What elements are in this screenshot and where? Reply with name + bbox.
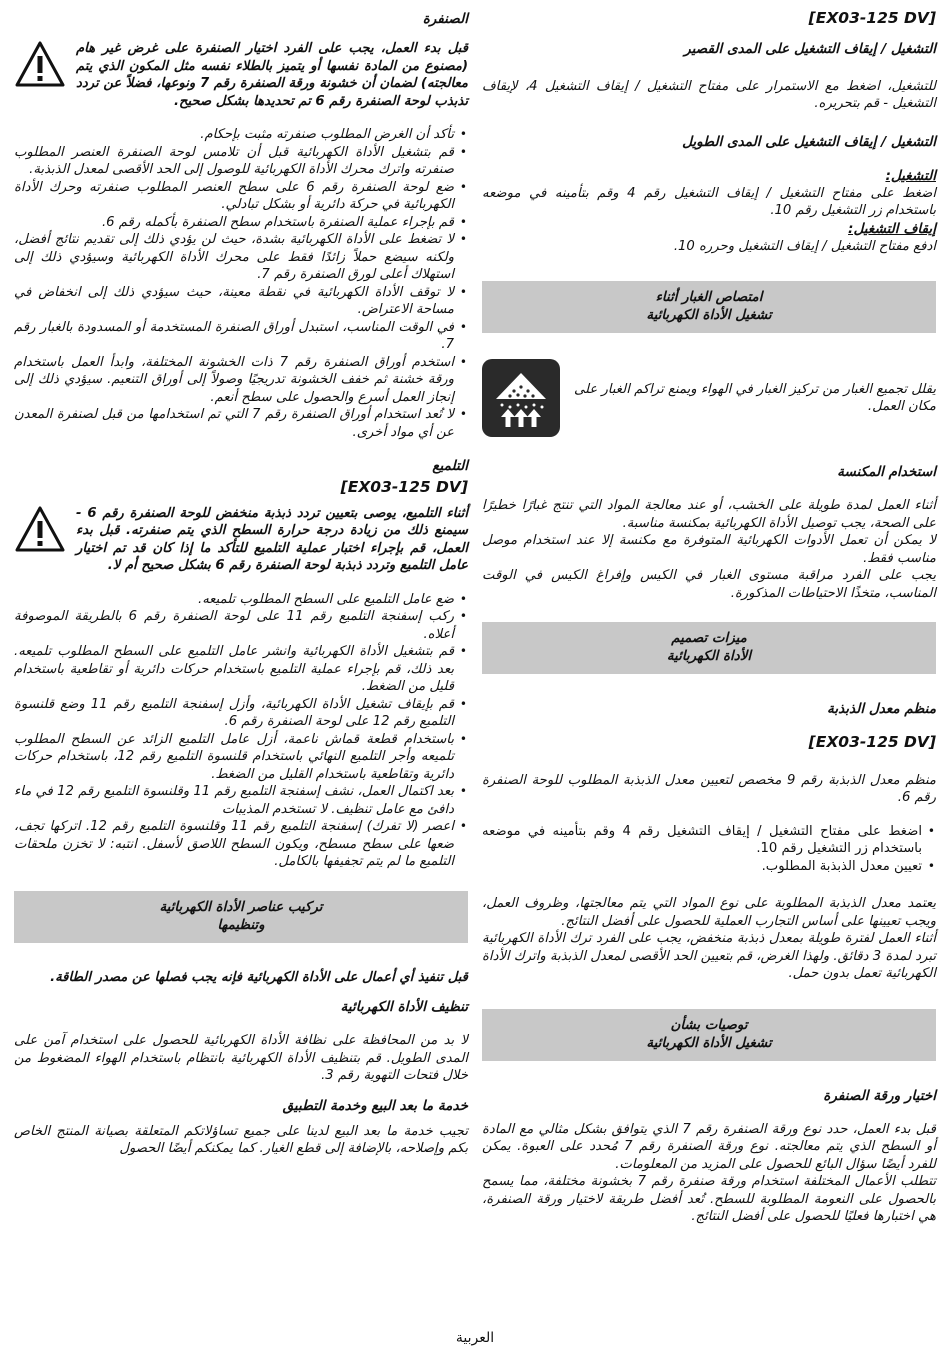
- heading-vacuum: استخدام المكنسة: [837, 464, 936, 480]
- list-item: • اعصر (لا تفرك) إسفنجة التلميع رقم 11 وقلنسوة التلميع رقم 12. اتركها تجف، ضعها على سطح مسطح، ويكون السطح اللاصق لأسفل. انتبه: لا تخزن ملحقات التلميع ما لم يتم تجفيفها بالكامل.: [14, 818, 454, 871]
- heading-sandpaper-choice: اختيار ورقة الصنفرة: [823, 1087, 936, 1104]
- heading-switch-off: إيقاف التشغيل:: [848, 220, 936, 237]
- heading-polishing: التلميع: [432, 458, 468, 474]
- list-item: • لا تضغط على الأداة الكهربائية بشدة، حيث لن يؤدي ذلك إلى تقديم نتائج أفضل، ولكنه سيضع حملاً زائدًا فقط على محرك الأداة الكهربائية وسيؤدي ذلك إلى استهلاك أعلى لورق الصنفرة رقم 7.: [14, 231, 454, 284]
- para-switch-off: ادفع مفتاح التشغيل / إيقاف التشغيل وحرره 10.: [673, 238, 936, 254]
- heading-cleaning: تنظيف الأداة الكهربائية: [340, 999, 468, 1015]
- heading-switch-on: التشغيل:: [885, 167, 936, 184]
- list-item: • قم بتشغيل الأداة الكهربائية قبل أن تلامس لوحة الصنفرة العنصر المطلوب صنفرته واترك محرك الأداة الكهربائية للوصول إلى الحد الأقصى لمعدل الذبذبة.: [14, 144, 454, 179]
- right-column: [482, 10, 936, 1226]
- dust-note: [482, 359, 936, 437]
- section-box-dust-extraction: امتصاص الغبار أثناء تشغيل الأداة الكهربائية: [482, 281, 936, 333]
- list-item: • قم بإيقاف تشغيل الأداة الكهربائية، وأزل إسفنجة التلميع رقم 11 وضع قلنسوة التلميع رقم 12 على لوحة الصنفرة رقم 6.: [14, 696, 454, 731]
- model-code-polishing: [EX03-125 DV]: [340, 478, 468, 496]
- page-footer-language: العربية: [455, 1330, 495, 1346]
- section-box-assembly: تركيب عناصر الأداة الكهربائية وتنظيمها: [14, 891, 468, 943]
- warning-sanding-text: قبل بدء العمل، يجب على الفرد اختيار الصنفرة على غرض غير هام (مصنوع من المادة نفسها أو يتميز بالطلاء نفسه مثل المكون الذي يتم معالجته) لضمان أن خشونة ورقة الصنفرة رقم 7 ونوعها، فضلاً عن تردد تذبذب لوحة الصنفرة رقم 6 تم تحديدها بشكل صحيح.: [76, 41, 468, 109]
- model-code-2: [EX03-125 DV]: [808, 733, 936, 751]
- heading-service: خدمة ما بعد البيع وخدمة التطبيق: [282, 1097, 468, 1114]
- list-item: • لا تُعد استخدام أوراق الصنفرة رقم 7 التي تم استخدامها من قبل لصنفرة المعدن عن أي مواد أخرى.: [14, 406, 454, 441]
- para-short-operation: للتشغيل، اضغط مع الاستمرار على مفتاح التشغيل / إيقاف التشغيل 4، لإيقاف التشغيل - قم بتحريره.: [482, 78, 936, 111]
- polishing-list: [14, 591, 468, 871]
- warning-polishing: [14, 505, 468, 575]
- section-box-recommendations: توصيات بشأن تشغيل الأداة الكهربائية: [482, 1009, 936, 1061]
- para-cleaning: لا بد من المحافظة على نظافة الأداة الكهربائية للحصول على استخدام آمن على المدى الطويل. قم بتنظيف الأداة الكهربائية بانتظام باستخدام الهواء المضغوط من خلال فتحات التهوية رقم 3.: [14, 1033, 468, 1083]
- list-item: • في الوقت المناسب، استبدل أوراق الصنفرة المستخدمة أو المسدودة بالغبار رقم 7.: [14, 319, 454, 354]
- para-service: تجيب خدمة ما بعد البيع لدينا على جميع تساؤلاتكم المتعلقة بصيانة المنتج الخاص بكم وإصلاحه، بالإضافة إلى قطع الغيار. كما يمكنكم أيضًا الحصول: [14, 1123, 468, 1156]
- para-vibration-2: يعتمد معدل الذبذبة المطلوبة على نوع المواد التي يتم معالجتها، وظروف العمل، ويجب تعيينها على أساس التجارب العملية للحصول على أفضل النتائج.: [482, 896, 936, 929]
- sanding-list: [14, 126, 468, 441]
- warning-triangle-icon: [14, 505, 66, 553]
- para-sandpaper-2: تتطلب الأعمال المختلفة استخدام ورقة صنفرة رقم 7 بخشونة مختلفة، مما يسمح بالحصول على النعومة المطلوبة للسطح. تُعد أفضل طريقة لاختيار ورقة الصنفرة، هي اختبارها فعليًا للحصول على أفضل النتائج.: [482, 1174, 937, 1224]
- list-item: • ضع عامل التلميع على السطح المطلوب تلميعه.: [14, 591, 454, 609]
- left-column: [14, 10, 468, 1158]
- list-item: • قم بإجراء عملية الصنفرة باستخدام سطح الصنفرة بأكمله رقم 6.: [14, 214, 454, 232]
- para-switch-on: اضغط على مفتاح التشغيل / إيقاف التشغيل رقم 4 وقم بتأمينه في موضعه باستخدام زر التشغيل رقم 10.: [482, 185, 936, 218]
- list-item: • بعد اكتمال العمل، نشف إسفنجة التلميع رقم 11 وقلنسوة التلميع رقم 12 في ماء دافئ مع عامل تنظيف. لا تستخدم المذيبات: [14, 783, 454, 818]
- para-vibration-3: أثناء العمل لفترة طويلة بمعدل ذبذبة منخفض، يجب على الفرد ترك الأداة الكهربائية تبرد لمدة 3 دقائق. ولهذا الغرض، قم بتعيين الحد الأقصى لمعدل الذبذبة واترك الأداة الكهربائية تعمل بدون حمل.: [482, 931, 936, 981]
- list-item: • لا توقف الأداة الكهربائية في نقطة معينة، حيث سيؤدي ذلك إلى انخفاض في مساحة الاعتراض.: [14, 284, 454, 319]
- para-vacuum-3: يجب على الفرد مراقبة مستوى الغبار في الكيس وإفراغ الكيس في الوقت المناسب، متخذًا الاحتياطات المذكورة.: [482, 568, 936, 601]
- heading-sanding: الصنفرة: [422, 11, 468, 27]
- list-item: • اضغط على مفتاح التشغيل / إيقاف التشغيل رقم 4 وقم بتأمينه في موضعه باستخدام زر التشغيل رقم 10.: [482, 823, 922, 858]
- para-vacuum-2: لا يمكن أن تعمل الأدوات الكهربائية المتوفرة مع مكنسة إلا عند استخدام موصل مناسب فقط.: [482, 533, 936, 566]
- vibration-list: [482, 823, 936, 876]
- heading-short-operation: التشغيل / إيقاف التشغيل على المدى القصير: [684, 40, 936, 57]
- list-item: • باستخدام قطعة قماش ناعمة، أزل عامل التلميع الزائد عن السطح المطلوب تلميعه وأجر التلميع النهائي باستخدام قلنسوة التلميع رقم 12، باستخدام حركات دائرية وتقاطعية باستخدام القليل من الضغط.: [14, 731, 454, 784]
- heading-vibration-regulator: منظم معدل الذبذبة: [827, 701, 936, 717]
- warning-triangle-icon: [14, 40, 66, 88]
- heading-long-operation: التشغيل / إيقاف التشغيل على المدى الطويل: [682, 133, 936, 150]
- model-code: [EX03-125 DV]: [808, 9, 936, 27]
- list-item: • استخدم أوراق الصنفرة رقم 7 ذات الخشونة المختلفة، وابدأ العمل باستخدام ورقة خشنة ثم خفف الخشونة تدريجيًا وصولاً إلى أوراق التنعيم. سيؤدي ذلك إلى إنجاز العمل أسرع والحصول على سطح أنعم.: [14, 354, 454, 407]
- para-disconnect-warning: قبل تنفيذ أي أعمال على الأداة الكهربائية فإنه يجب فصلها عن مصدر الطاقة.: [50, 969, 468, 985]
- section-box-design-features: ميزات تصميم الأداة الكهربائية: [482, 622, 936, 674]
- list-item: • تعيين معدل الذبذبة المطلوب.: [482, 858, 922, 876]
- list-item: • تأكد أن الغرض المطلوب صنفرته مثبت بإحكام.: [14, 126, 454, 144]
- list-item: • ركب إسفنجة التلميع رقم 11 على لوحة الصنفرة رقم 6 بالطريقة الموصوفة أعلاه.: [14, 608, 454, 643]
- warning-polishing-text: أثناء التلميع، يوصى بتعيين تردد ذبذبة منخفض للوحة الصنفرة رقم 6 - سيمنع ذلك من زيادة درجة حرارة السطح الذي يتم صنفرته. قبل بدء العمل، قم بإجراء اختبار عملية التلميع للتأكد ما إذا كان قد تم اختيار عامل التلميع وتردد ذبذبة لوحة الصنفرة رقم 6 بشكل صحيح أم لا.: [76, 505, 468, 573]
- list-item: • ضع لوحة الصنفرة رقم 6 على سطح العنصر المطلوب صنفرته وحرك الأداة الكهربائية في حركة دائرية أو بشكل تبادلي.: [14, 179, 454, 214]
- dust-extraction-icon: [482, 359, 560, 437]
- para-vibration: منظم معدل الذبذبة رقم 9 مخصص لتعيين معدل الذبذبة المطلوب للوحة الصنفرة رقم 6.: [482, 772, 936, 805]
- para-vacuum-1: أثناء العمل لمدة طويلة على الخشب، أو عند معالجة المواد التي تنتج غبارًا خطيرًا على الصحة، يجب توصيل الأداة الكهربائية بمكنسة مناسبة.: [482, 498, 936, 531]
- warning-sanding: [14, 40, 468, 110]
- para-sandpaper-1: قبل بدء العمل، حدد نوع ورقة الصنفرة رقم 7 الذي يتوافق بشكل مثالي مع المادة أو السطح الذي يتم معالجته. نوع ورقة الصنفرة رقم 7 مُحدد على العبوة. يمكن للفرد أيضًا سؤال البائع للحصول على المزيد من المعلومات.: [482, 1121, 936, 1172]
- para-dust: يقلل تجميع الغبار من تركيز الغبار في الهواء ويمنع تراكم الغبار على مكان العمل.: [574, 381, 936, 414]
- list-item: • قم بتشغيل الأداة الكهربائية وانشر عامل التلميع على السطح المطلوب تلميعه. بعد ذلك، قم بإجراء عملية التلميع باستخدام حركات دائرية أو تقاطعية باستخدام قليل من الضغط.: [14, 643, 454, 696]
